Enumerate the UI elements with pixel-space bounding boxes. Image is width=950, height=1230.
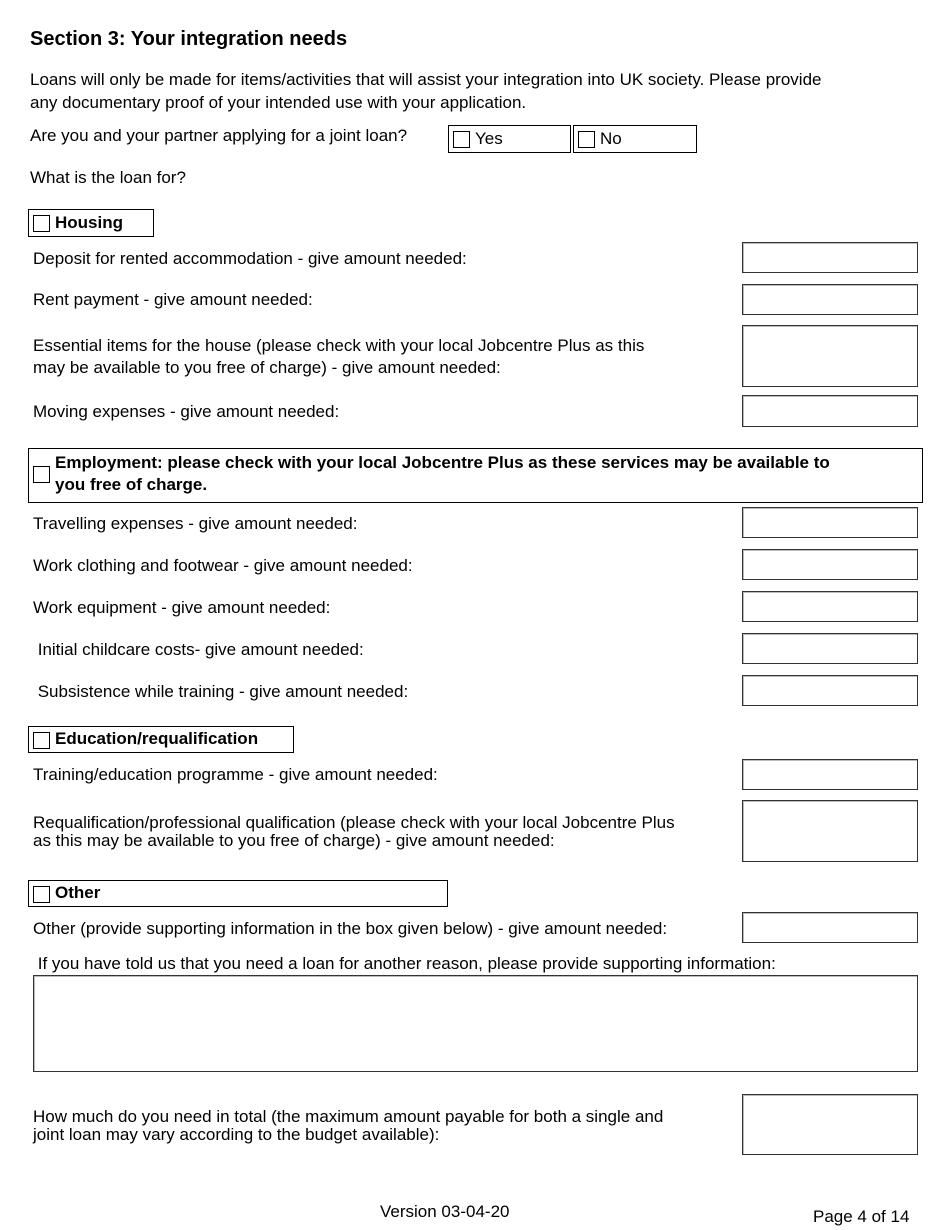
childcare-amount-input[interactable] — [742, 633, 918, 664]
other-amount-label: Other (provide supporting information in the box given below) - give amount needed: — [33, 919, 668, 938]
total-label-line2: joint loan may vary according to the budget available): — [33, 1125, 440, 1144]
housing-section-header[interactable] — [28, 209, 154, 237]
essential-items-label-line2: may be available to you free of charge) - give amount needed: — [33, 358, 501, 377]
joint-loan-yes-label: Yes — [475, 129, 503, 148]
housing-checkbox[interactable] — [33, 215, 50, 232]
joint-loan-no-option[interactable] — [573, 125, 697, 153]
employment-section-header[interactable] — [28, 448, 923, 503]
equipment-amount-input[interactable] — [742, 591, 918, 622]
other-amount-input[interactable] — [742, 912, 918, 943]
other-section-header[interactable] — [28, 880, 448, 907]
requalification-amount-input[interactable] — [742, 800, 918, 862]
travelling-label: Travelling expenses - give amount needed: — [33, 514, 358, 533]
training-label: Training/education programme - give amount needed: — [33, 765, 438, 784]
childcare-label: Initial childcare costs- give amount needed: — [33, 640, 364, 659]
education-heading: Education/requalification — [55, 729, 259, 748]
version-text: Version 03-04-20 — [380, 1202, 510, 1221]
employment-heading-line1: Employment: please check with your local Jobcentre Plus as these services may be available to — [55, 453, 830, 472]
employment-heading-line2: you free of charge. — [55, 475, 208, 494]
other-checkbox[interactable] — [33, 886, 50, 903]
intro-text-line2: any documentary proof of your intended use with your application. — [30, 93, 527, 112]
travelling-amount-input[interactable] — [742, 507, 918, 538]
requalification-label-line1: Requalification/professional qualification (please check with your local Jobcentre Plus — [33, 813, 675, 832]
moving-label: Moving expenses - give amount needed: — [33, 402, 340, 421]
requalification-label-line2: as this may be available to you free of charge) - give amount needed: — [33, 831, 555, 850]
housing-heading: Housing — [55, 213, 123, 232]
loan-purpose-question: What is the loan for? — [30, 168, 186, 187]
joint-loan-no-label: No — [600, 129, 622, 148]
page-number: Page 4 of 14 — [813, 1207, 910, 1226]
joint-loan-no-checkbox[interactable] — [578, 131, 595, 148]
education-section-header[interactable] — [28, 726, 294, 753]
other-heading: Other — [55, 883, 101, 902]
equipment-label: Work equipment - give amount needed: — [33, 598, 331, 617]
subsistence-label: Subsistence while training - give amount needed: — [33, 682, 409, 701]
supporting-info-label: If you have told us that you need a loan for another reason, please provide supporting information: — [33, 954, 776, 973]
training-amount-input[interactable] — [742, 759, 918, 790]
joint-loan-yes-option[interactable] — [448, 125, 571, 153]
essential-items-amount-input[interactable] — [742, 325, 918, 387]
education-checkbox[interactable] — [33, 732, 50, 749]
section-title: Section 3: Your integration needs — [30, 28, 348, 50]
moving-amount-input[interactable] — [742, 395, 918, 427]
total-label-line1: How much do you need in total (the maximum amount payable for both a single and — [33, 1107, 664, 1126]
rent-amount-input[interactable] — [742, 284, 918, 315]
subsistence-amount-input[interactable] — [742, 675, 918, 706]
employment-checkbox[interactable] — [33, 466, 50, 483]
total-amount-input[interactable] — [742, 1094, 918, 1155]
deposit-amount-input[interactable] — [742, 242, 918, 273]
supporting-info-textarea[interactable] — [33, 975, 918, 1072]
joint-loan-question: Are you and your partner applying for a joint loan? — [30, 126, 408, 145]
deposit-label: Deposit for rented accommodation - give amount needed: — [33, 249, 467, 268]
intro-text-line1: Loans will only be made for items/activities that will assist your integration into UK society. Please provide — [30, 70, 822, 89]
clothing-label: Work clothing and footwear - give amount needed: — [33, 556, 413, 575]
rent-label: Rent payment - give amount needed: — [33, 290, 313, 309]
joint-loan-yes-checkbox[interactable] — [453, 131, 470, 148]
clothing-amount-input[interactable] — [742, 549, 918, 580]
essential-items-label-line1: Essential items for the house (please check with your local Jobcentre Plus as this — [33, 336, 645, 355]
